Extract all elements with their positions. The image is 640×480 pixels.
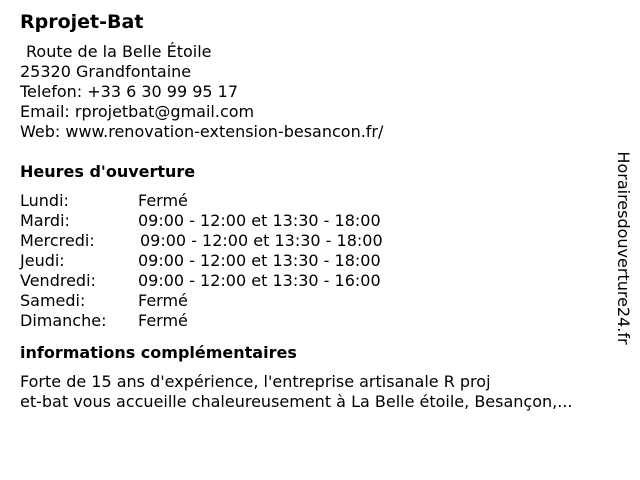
info-text-line: et-bat vous accueille chaleureusement à La Belle étoile, Besançon,...: [20, 392, 573, 411]
website-link[interactable]: Web: www.renovation-extension-besancon.fr/: [20, 122, 384, 141]
address-city: 25320 Grandfontaine: [20, 62, 192, 81]
address-street: Route de la Belle Étoile: [26, 42, 212, 61]
hours-value: 09:00 - 12:00 et 13:30 - 18:00: [138, 211, 381, 230]
hours-row-lundi: [20, 191, 610, 211]
phone-number[interactable]: Telefon: +33 6 30 99 95 17: [20, 82, 239, 101]
hours-row-vendredi: [20, 271, 610, 291]
hours-value: Fermé: [138, 291, 188, 310]
hours-row-jeudi: [20, 251, 610, 271]
hours-table: [20, 191, 610, 331]
info-heading: informations complémentaires: [20, 343, 297, 362]
hours-row-mardi: [20, 211, 610, 231]
info-description: [20, 372, 610, 412]
hours-day: Jeudi:: [20, 251, 65, 270]
business-name: Rprojet-Bat: [20, 11, 144, 33]
hours-value: 09:00 - 12:00 et 13:30 - 16:00: [138, 271, 381, 290]
email-address[interactable]: Email: rprojetbat@gmail.com: [20, 102, 255, 121]
business-card: [20, 10, 610, 412]
hours-value: 09:00 - 12:00 et 13:30 - 18:00: [140, 231, 383, 250]
hours-day: Mardi:: [20, 211, 70, 230]
hours-value: 09:00 - 12:00 et 13:30 - 18:00: [138, 251, 381, 270]
hours-value: Fermé: [138, 311, 188, 330]
address-block: [20, 42, 610, 142]
hours-row-dimanche: [20, 311, 610, 331]
site-watermark: Horairesdouverture24.fr: [614, 151, 633, 345]
hours-day: Dimanche:: [20, 311, 107, 330]
hours-day: Lundi:: [20, 191, 69, 210]
hours-value: Fermé: [138, 191, 188, 210]
hours-row-samedi: [20, 291, 610, 311]
hours-day: Mercredi:: [20, 231, 95, 250]
hours-day: Samedi:: [20, 291, 86, 310]
hours-heading: Heures d'ouverture: [20, 162, 196, 181]
hours-day: Vendredi:: [20, 271, 96, 290]
hours-row-mercredi: [20, 231, 610, 251]
info-text-line: Forte de 15 ans d'expérience, l'entreprise artisanale R proj: [20, 372, 491, 391]
